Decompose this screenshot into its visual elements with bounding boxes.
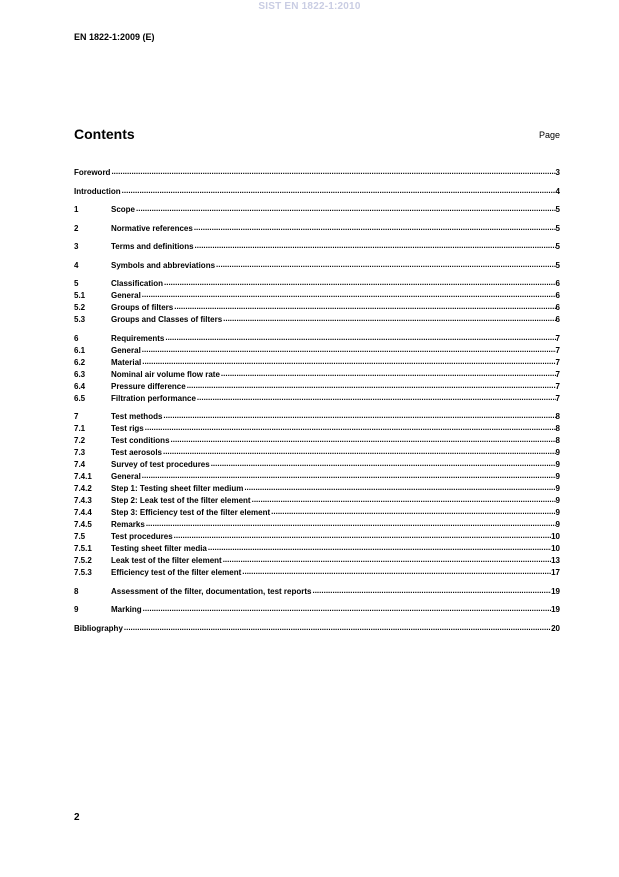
toc-entry[interactable] bbox=[74, 603, 560, 615]
toc-entry[interactable] bbox=[74, 277, 560, 289]
toc-entry-page: 5 bbox=[555, 242, 560, 251]
toc-entry-number: 7.5.2 bbox=[74, 556, 92, 565]
toc-entry-title: Remarks bbox=[111, 520, 145, 529]
toc-entry-number: 7.3 bbox=[74, 448, 86, 457]
toc-entry-page: 3 bbox=[555, 168, 560, 177]
toc-entry-page: 4 bbox=[555, 186, 560, 196]
toc-entry-number: 7.4.3 bbox=[74, 496, 92, 505]
toc-entry-number: 6.1 bbox=[74, 345, 86, 355]
toc-entry-title: Symbols and abbreviations bbox=[111, 260, 216, 270]
toc-entry-number: 6.3 bbox=[74, 369, 86, 379]
toc-dot-leader bbox=[271, 508, 555, 516]
toc-dot-leader bbox=[142, 472, 556, 480]
toc-dot-leader bbox=[194, 224, 556, 232]
toc-entry[interactable] bbox=[74, 185, 560, 197]
toc-entry-number: 7.1 bbox=[74, 424, 86, 433]
toc-entry[interactable] bbox=[74, 470, 560, 482]
toc-dot-leader bbox=[211, 460, 556, 468]
toc-entry-number: 7.4.5 bbox=[74, 520, 92, 529]
toc-entry-title: Test aerosols bbox=[111, 448, 162, 457]
toc-entry-number: 6.5 bbox=[74, 393, 86, 403]
toc-entry-page: 8 bbox=[555, 412, 560, 421]
toc-entry[interactable] bbox=[74, 518, 560, 530]
toc-entry-number: 1 bbox=[74, 205, 79, 214]
toc-entry-number: 7.4.2 bbox=[74, 484, 92, 493]
toc-entry[interactable] bbox=[74, 542, 560, 554]
toc-dot-leader bbox=[122, 187, 556, 195]
toc-entry-page: 5 bbox=[555, 260, 560, 270]
toc-entry-page: 10 bbox=[551, 532, 560, 541]
toc-entry-page: 9 bbox=[555, 472, 560, 481]
toc-entry-number: 4 bbox=[74, 260, 79, 270]
toc-dot-leader bbox=[136, 205, 556, 213]
toc-entry[interactable] bbox=[74, 203, 560, 215]
toc-entry-page: 9 bbox=[555, 496, 560, 505]
toc-entry[interactable] bbox=[74, 530, 560, 542]
toc-entry-page: 7 bbox=[555, 369, 560, 379]
toc-entry-title: Foreword bbox=[74, 168, 111, 177]
toc-entry-page: 8 bbox=[555, 424, 560, 433]
toc-entry-page: 6 bbox=[555, 291, 560, 300]
toc-dot-leader bbox=[244, 484, 555, 492]
toc-entry-title: Requirements bbox=[111, 333, 165, 343]
toc-dot-leader bbox=[208, 544, 551, 552]
toc-entry-page: 9 bbox=[555, 508, 560, 517]
toc-entry-title: Pressure difference bbox=[111, 381, 186, 391]
toc-entry[interactable] bbox=[74, 554, 560, 566]
toc-entry-title: Filtration performance bbox=[111, 393, 196, 403]
toc-entry-page: 7 bbox=[555, 333, 560, 343]
toc-entry[interactable] bbox=[74, 494, 560, 506]
toc-entry-title: Introduction bbox=[74, 186, 121, 196]
toc-entry[interactable] bbox=[74, 392, 560, 404]
toc-entry-page: 9 bbox=[555, 484, 560, 493]
toc-entry-page: 6 bbox=[555, 315, 560, 324]
toc-entry-title: Terms and definitions bbox=[111, 242, 194, 251]
toc-entry-page: 7 bbox=[555, 381, 560, 391]
toc-entry[interactable] bbox=[74, 344, 560, 356]
toc-dot-leader bbox=[164, 279, 556, 287]
toc-dot-leader bbox=[171, 436, 556, 444]
toc-dot-leader bbox=[165, 334, 555, 342]
page-column-label: Page bbox=[538, 130, 560, 140]
toc-dot-leader bbox=[252, 496, 556, 504]
toc-entry-number: 7.5 bbox=[74, 532, 86, 541]
toc-entry-title: Bibliography bbox=[74, 623, 123, 633]
toc-entry[interactable] bbox=[74, 380, 560, 392]
toc-dot-leader bbox=[242, 568, 551, 576]
toc-entry-number: 8 bbox=[74, 586, 79, 596]
watermark: SIST EN 1822-1:2010 bbox=[258, 1, 361, 12]
toc-entry[interactable] bbox=[74, 434, 560, 446]
toc-entry[interactable] bbox=[74, 585, 560, 597]
toc-entry-title: Normative references bbox=[111, 223, 193, 233]
toc-dot-leader bbox=[146, 520, 556, 528]
toc-entry-title: Step 3: Efficiency test of the filter element bbox=[111, 508, 271, 517]
toc-entry-title: Groups and Classes of filters bbox=[111, 315, 223, 324]
toc-entry-number: 6.4 bbox=[74, 381, 86, 391]
toc-entry-page: 7 bbox=[555, 393, 560, 403]
toc-entry-page: 6 bbox=[555, 303, 560, 312]
toc-entry-title: Nominal air volume flow rate bbox=[111, 369, 220, 379]
toc-dot-leader bbox=[143, 605, 551, 613]
toc-entry-page: 7 bbox=[555, 345, 560, 355]
toc-entry-title: Assessment of the filter, documentation, test reports bbox=[111, 586, 312, 596]
toc-entry[interactable] bbox=[74, 482, 560, 494]
toc-entry-title: Test rigs bbox=[111, 424, 144, 433]
toc-entry[interactable] bbox=[74, 289, 560, 301]
toc-entry-number: 2 bbox=[74, 223, 79, 233]
toc-entry-title: Step 2: Leak test of the filter element bbox=[111, 496, 251, 505]
toc-entry-number: 5.1 bbox=[74, 291, 86, 300]
toc-dot-leader bbox=[163, 412, 555, 420]
toc-entry-title: Test procedures bbox=[111, 532, 173, 541]
toc-entry-page: 20 bbox=[551, 623, 560, 633]
toc-entry-title: Test conditions bbox=[111, 436, 170, 445]
toc-entry-page: 9 bbox=[555, 520, 560, 529]
toc-entry-number: 9 bbox=[74, 605, 79, 614]
toc-entry[interactable] bbox=[74, 240, 560, 252]
toc-dot-leader bbox=[142, 346, 556, 354]
toc-entry-number: 5.3 bbox=[74, 315, 86, 324]
toc-entry-title: Testing sheet filter media bbox=[111, 544, 207, 553]
toc-entry[interactable] bbox=[74, 422, 560, 434]
toc-entry-title: General bbox=[111, 345, 141, 355]
toc-entry-page: 13 bbox=[551, 556, 560, 565]
toc-entry-number: 7.4.1 bbox=[74, 472, 92, 481]
toc-dot-leader bbox=[195, 242, 556, 250]
toc-entry[interactable] bbox=[74, 356, 560, 368]
toc-entry-number: 7.5.1 bbox=[74, 544, 92, 553]
toc-entry-number: 7 bbox=[74, 412, 79, 421]
toc-entry-number: 7.4.4 bbox=[74, 508, 92, 517]
toc-dot-leader bbox=[124, 624, 551, 632]
toc-dot-leader bbox=[145, 424, 556, 432]
toc-entry-number: 7.5.3 bbox=[74, 568, 92, 577]
toc-entry-page: 6 bbox=[555, 279, 560, 288]
toc-dot-leader bbox=[197, 394, 556, 402]
toc-dot-leader bbox=[221, 370, 556, 378]
toc-entry[interactable] bbox=[74, 259, 560, 271]
toc-entry-page: 7 bbox=[555, 357, 560, 367]
toc-entry-title: Material bbox=[111, 357, 142, 367]
toc-entry[interactable] bbox=[74, 368, 560, 380]
document-id: EN 1822-1:2009 (E) bbox=[74, 32, 155, 42]
toc-dot-leader bbox=[187, 382, 556, 390]
toc-entry[interactable] bbox=[74, 506, 560, 518]
toc-dot-leader bbox=[163, 448, 556, 456]
contents-heading: Contents bbox=[74, 126, 135, 142]
toc-entry-number: 3 bbox=[74, 242, 79, 251]
toc-entry[interactable] bbox=[74, 446, 560, 458]
toc-entry-page: 9 bbox=[555, 460, 560, 469]
toc-entry-number: 7.4 bbox=[74, 460, 86, 469]
toc-entry-page: 10 bbox=[551, 544, 560, 553]
toc-entry-title: Test methods bbox=[111, 412, 163, 421]
toc-entry-number: 5 bbox=[74, 279, 79, 288]
toc-entry[interactable] bbox=[74, 166, 560, 178]
toc-entry-page: 8 bbox=[555, 436, 560, 445]
toc-entry[interactable] bbox=[74, 301, 560, 313]
toc-dot-leader bbox=[312, 587, 551, 595]
toc-dot-leader bbox=[142, 291, 556, 299]
toc-entry-title: General bbox=[111, 472, 141, 481]
toc-entry[interactable] bbox=[74, 222, 560, 234]
toc-entry-number: 7.2 bbox=[74, 436, 86, 445]
toc-entry-number: 6.2 bbox=[74, 357, 86, 367]
toc-entry-title: Efficiency test of the filter element bbox=[111, 568, 242, 577]
toc-dot-leader bbox=[216, 261, 556, 269]
toc-entry-title: Step 1: Testing sheet filter medium bbox=[111, 484, 244, 493]
toc-entry-title: General bbox=[111, 291, 141, 300]
toc-entry-title: Marking bbox=[111, 605, 142, 614]
toc-entry-page: 5 bbox=[555, 223, 560, 233]
toc-entry-page: 5 bbox=[555, 205, 560, 214]
toc-entry-number: 5.2 bbox=[74, 303, 86, 312]
toc-entry-page: 19 bbox=[551, 605, 560, 614]
page-number: 2 bbox=[74, 812, 80, 823]
toc-entry[interactable] bbox=[74, 410, 560, 422]
toc-entry-page: 19 bbox=[551, 586, 560, 596]
table-of-contents bbox=[74, 166, 560, 634]
toc-entry[interactable] bbox=[74, 622, 560, 634]
toc-entry-title: Groups of filters bbox=[111, 303, 174, 312]
toc-entry-page: 17 bbox=[551, 568, 560, 577]
toc-dot-leader bbox=[223, 556, 551, 564]
toc-dot-leader bbox=[174, 303, 555, 311]
toc-dot-leader bbox=[142, 358, 555, 366]
toc-entry[interactable] bbox=[74, 566, 560, 578]
toc-entry-page: 9 bbox=[555, 448, 560, 457]
toc-dot-leader bbox=[111, 168, 555, 176]
toc-entry-title: Classification bbox=[111, 279, 164, 288]
toc-entry-number: 6 bbox=[74, 333, 79, 343]
toc-entry[interactable] bbox=[74, 458, 560, 470]
toc-entry-title: Survey of test procedures bbox=[111, 460, 210, 469]
toc-entry-title: Scope bbox=[111, 205, 136, 214]
toc-entry[interactable] bbox=[74, 313, 560, 325]
toc-entry-title: Leak test of the filter element bbox=[111, 556, 222, 565]
toc-dot-leader bbox=[223, 315, 555, 323]
toc-entry[interactable] bbox=[74, 332, 560, 344]
toc-dot-leader bbox=[174, 532, 551, 540]
